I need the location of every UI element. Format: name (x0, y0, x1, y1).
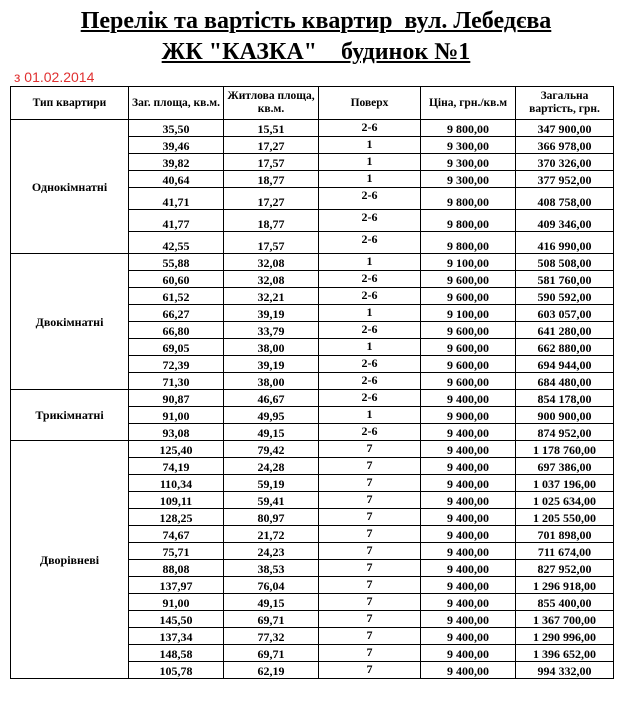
floor-cell: 1 (319, 154, 421, 171)
total-cost-cell: 370 326,00 (516, 154, 614, 171)
price-cell: 9 400,00 (421, 509, 516, 526)
total-cost-cell: 855 400,00 (516, 594, 614, 611)
price-cell: 9 600,00 (421, 356, 516, 373)
price-cell: 9 400,00 (421, 560, 516, 577)
living-area-cell: 76,04 (224, 577, 319, 594)
price-cell: 9 800,00 (421, 188, 516, 210)
floor-cell: 7 (319, 543, 421, 560)
floor-cell: 2-6 (319, 120, 421, 137)
total-area-cell: 74,67 (129, 526, 224, 543)
apartment-type-cell: Однокімнатні (11, 120, 129, 254)
living-area-cell: 24,23 (224, 543, 319, 560)
total-cost-cell: 366 978,00 (516, 137, 614, 154)
floor-cell: 2-6 (319, 373, 421, 390)
header-living-area: Житлова площа, кв.м. (224, 87, 319, 120)
floor-cell: 2-6 (319, 271, 421, 288)
floor-cell: 7 (319, 458, 421, 475)
total-area-cell: 66,80 (129, 322, 224, 339)
price-cell: 9 400,00 (421, 424, 516, 441)
living-area-cell: 32,08 (224, 271, 319, 288)
total-cost-cell: 590 592,00 (516, 288, 614, 305)
total-cost-cell: 694 944,00 (516, 356, 614, 373)
total-cost-cell: 684 480,00 (516, 373, 614, 390)
floor-cell: 2-6 (319, 188, 421, 210)
living-area-cell: 49,15 (224, 594, 319, 611)
price-cell: 9 300,00 (421, 154, 516, 171)
total-area-cell: 55,88 (129, 254, 224, 271)
table-row (11, 390, 614, 407)
total-area-cell: 109,11 (129, 492, 224, 509)
total-area-cell: 41,71 (129, 188, 224, 210)
total-area-cell: 93,08 (129, 424, 224, 441)
floor-cell: 2-6 (319, 232, 421, 254)
price-cell: 9 400,00 (421, 475, 516, 492)
floor-cell: 1 (319, 339, 421, 356)
total-area-cell: 39,46 (129, 137, 224, 154)
total-cost-cell: 854 178,00 (516, 390, 614, 407)
total-area-cell: 66,27 (129, 305, 224, 322)
total-cost-cell: 874 952,00 (516, 424, 614, 441)
price-cell: 9 800,00 (421, 120, 516, 137)
apartment-type-cell: Двокімнатні (11, 254, 129, 390)
floor-cell: 2-6 (319, 322, 421, 339)
total-cost-cell: 827 952,00 (516, 560, 614, 577)
document-title-line-2: ЖК "КАЗКА" будинок №1 (161, 39, 471, 65)
living-area-cell: 17,57 (224, 232, 319, 254)
price-cell: 9 600,00 (421, 373, 516, 390)
total-cost-cell: 1 037 196,00 (516, 475, 614, 492)
floor-cell: 7 (319, 475, 421, 492)
living-area-cell: 77,32 (224, 628, 319, 645)
price-cell: 9 400,00 (421, 577, 516, 594)
total-cost-cell: 1 296 918,00 (516, 577, 614, 594)
price-cell: 9 300,00 (421, 171, 516, 188)
living-area-cell: 79,42 (224, 441, 319, 458)
total-area-cell: 40,64 (129, 171, 224, 188)
living-area-cell: 24,28 (224, 458, 319, 475)
floor-cell: 1 (319, 137, 421, 154)
living-area-cell: 17,27 (224, 137, 319, 154)
total-cost-cell: 409 346,00 (516, 210, 614, 232)
total-area-cell: 61,52 (129, 288, 224, 305)
living-area-cell: 49,15 (224, 424, 319, 441)
header-floor: Поверх (319, 87, 421, 120)
living-area-cell: 38,00 (224, 373, 319, 390)
total-area-cell: 145,50 (129, 611, 224, 628)
total-area-cell: 90,87 (129, 390, 224, 407)
floor-cell: 7 (319, 492, 421, 509)
living-area-cell: 38,53 (224, 560, 319, 577)
total-cost-cell: 416 990,00 (516, 232, 614, 254)
total-cost-cell: 581 760,00 (516, 271, 614, 288)
total-area-cell: 148,58 (129, 645, 224, 662)
table-row (11, 120, 614, 137)
floor-cell: 7 (319, 577, 421, 594)
price-cell: 9 900,00 (421, 407, 516, 424)
floor-cell: 2-6 (319, 390, 421, 407)
floor-cell: 1 (319, 171, 421, 188)
document-title-line-1: Перелік та вартість квартир вул. Лебедєва (80, 8, 552, 34)
price-cell: 9 600,00 (421, 322, 516, 339)
floor-cell: 7 (319, 628, 421, 645)
total-area-cell: 69,05 (129, 339, 224, 356)
price-cell: 9 400,00 (421, 543, 516, 560)
total-area-cell: 75,71 (129, 543, 224, 560)
total-area-cell: 91,00 (129, 594, 224, 611)
table-body (11, 120, 614, 679)
living-area-cell: 49,95 (224, 407, 319, 424)
price-cell: 9 400,00 (421, 390, 516, 407)
table-row (11, 441, 614, 458)
total-area-cell: 60,60 (129, 271, 224, 288)
total-area-cell: 128,25 (129, 509, 224, 526)
price-cell: 9 400,00 (421, 645, 516, 662)
total-area-cell: 39,82 (129, 154, 224, 171)
floor-cell: 1 (319, 254, 421, 271)
price-cell: 9 100,00 (421, 254, 516, 271)
total-cost-cell: 377 952,00 (516, 171, 614, 188)
total-cost-cell: 994 332,00 (516, 662, 614, 679)
price-cell: 9 400,00 (421, 628, 516, 645)
living-area-cell: 17,27 (224, 188, 319, 210)
living-area-cell: 33,79 (224, 322, 319, 339)
living-area-cell: 59,41 (224, 492, 319, 509)
total-cost-cell: 347 900,00 (516, 120, 614, 137)
floor-cell: 2-6 (319, 210, 421, 232)
living-area-cell: 39,19 (224, 305, 319, 322)
living-area-cell: 18,77 (224, 171, 319, 188)
floor-cell: 7 (319, 560, 421, 577)
price-cell: 9 400,00 (421, 441, 516, 458)
price-cell: 9 600,00 (421, 339, 516, 356)
total-area-cell: 35,50 (129, 120, 224, 137)
living-area-cell: 69,71 (224, 645, 319, 662)
living-area-cell: 18,77 (224, 210, 319, 232)
total-area-cell: 71,30 (129, 373, 224, 390)
living-area-cell: 21,72 (224, 526, 319, 543)
total-area-cell: 105,78 (129, 662, 224, 679)
total-area-cell: 41,77 (129, 210, 224, 232)
floor-cell: 1 (319, 407, 421, 424)
floor-cell: 7 (319, 662, 421, 679)
price-cell: 9 800,00 (421, 232, 516, 254)
price-cell: 9 400,00 (421, 611, 516, 628)
price-cell: 9 600,00 (421, 288, 516, 305)
floor-cell: 2-6 (319, 288, 421, 305)
price-cell: 9 400,00 (421, 458, 516, 475)
apartment-type-cell: Дворівневі (11, 441, 129, 679)
total-cost-cell: 1 205 550,00 (516, 509, 614, 526)
living-area-cell: 32,21 (224, 288, 319, 305)
floor-cell: 1 (319, 305, 421, 322)
total-cost-cell: 603 057,00 (516, 305, 614, 322)
living-area-cell: 15,51 (224, 120, 319, 137)
price-cell: 9 600,00 (421, 271, 516, 288)
total-area-cell: 88,08 (129, 560, 224, 577)
price-cell: 9 400,00 (421, 526, 516, 543)
total-cost-cell: 408 758,00 (516, 188, 614, 210)
floor-cell: 2-6 (319, 356, 421, 373)
floor-cell: 7 (319, 526, 421, 543)
living-area-cell: 38,00 (224, 339, 319, 356)
living-area-cell: 46,67 (224, 390, 319, 407)
price-date: з 01.02.2014 (14, 69, 95, 85)
living-area-cell: 17,57 (224, 154, 319, 171)
total-area-cell: 125,40 (129, 441, 224, 458)
total-area-cell: 137,97 (129, 577, 224, 594)
total-cost-cell: 508 508,00 (516, 254, 614, 271)
apartment-price-table (10, 86, 614, 679)
total-area-cell: 74,19 (129, 458, 224, 475)
price-cell: 9 400,00 (421, 492, 516, 509)
table-header-row (11, 87, 614, 120)
price-cell: 9 400,00 (421, 662, 516, 679)
total-area-cell: 42,55 (129, 232, 224, 254)
total-cost-cell: 1 396 652,00 (516, 645, 614, 662)
total-area-cell: 72,39 (129, 356, 224, 373)
total-cost-cell: 662 880,00 (516, 339, 614, 356)
floor-cell: 2-6 (319, 424, 421, 441)
living-area-cell: 62,19 (224, 662, 319, 679)
price-cell: 9 800,00 (421, 210, 516, 232)
header-total-area: Заг. площа, кв.м. (129, 87, 224, 120)
living-area-cell: 59,19 (224, 475, 319, 492)
total-cost-cell: 711 674,00 (516, 543, 614, 560)
table-row (11, 254, 614, 271)
floor-cell: 7 (319, 441, 421, 458)
header-price-per-sqm: Ціна, грн./кв.м (421, 87, 516, 120)
floor-cell: 7 (319, 594, 421, 611)
total-cost-cell: 1 290 996,00 (516, 628, 614, 645)
total-cost-cell: 900 900,00 (516, 407, 614, 424)
total-area-cell: 137,34 (129, 628, 224, 645)
living-area-cell: 32,08 (224, 254, 319, 271)
total-cost-cell: 1 178 760,00 (516, 441, 614, 458)
total-cost-cell: 701 898,00 (516, 526, 614, 543)
floor-cell: 7 (319, 509, 421, 526)
total-cost-cell: 1 367 700,00 (516, 611, 614, 628)
apartment-type-cell: Трикімнатні (11, 390, 129, 441)
living-area-cell: 69,71 (224, 611, 319, 628)
living-area-cell: 39,19 (224, 356, 319, 373)
living-area-cell: 80,97 (224, 509, 319, 526)
price-cell: 9 400,00 (421, 594, 516, 611)
total-area-cell: 91,00 (129, 407, 224, 424)
total-area-cell: 110,34 (129, 475, 224, 492)
floor-cell: 7 (319, 611, 421, 628)
total-cost-cell: 1 025 634,00 (516, 492, 614, 509)
price-cell: 9 300,00 (421, 137, 516, 154)
header-total-cost: Загальна вартість, грн. (516, 87, 614, 120)
total-cost-cell: 697 386,00 (516, 458, 614, 475)
price-cell: 9 100,00 (421, 305, 516, 322)
header-apartment-type: Тип квартири (11, 87, 129, 120)
floor-cell: 7 (319, 645, 421, 662)
total-cost-cell: 641 280,00 (516, 322, 614, 339)
